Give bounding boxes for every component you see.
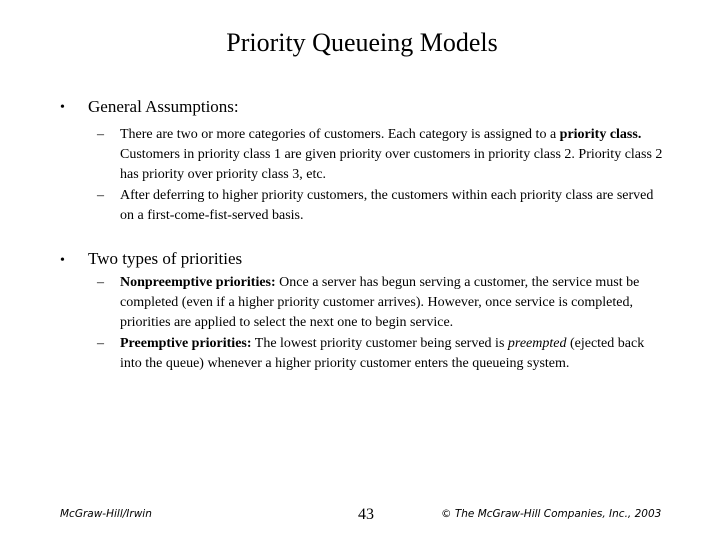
sub-item-text <box>120 186 669 226</box>
footer-publisher: McGraw-Hill/Irwin <box>60 508 152 520</box>
text-run: (ejected back into the queue) whenever a higher priority customer enters the queueing system. <box>120 336 645 371</box>
bold-term: Preemptive priorities: <box>120 336 252 351</box>
page-number: 43 <box>358 506 374 523</box>
slide-title: Priority Queueing Models <box>226 28 498 57</box>
sub-item-nonpreemptive <box>97 273 669 333</box>
text-run: The lowest priority customer being served is <box>251 336 508 351</box>
text-run: After deferring to higher priority customers, the customers within each priority class are served on a first-come-fist-served basis. <box>120 188 654 223</box>
text-run: Once a server has begun serving a customer, the service must be completed (even if a higher priority customer arrives). However, once service is completed, priorities are applied to select the next one to begin service. <box>120 275 640 330</box>
section-heading-priority-types: Two types of priorities <box>88 249 243 268</box>
bold-term: Nonpreemptive priorities: <box>120 275 276 290</box>
sub-item-text <box>120 334 669 374</box>
dash-marker: – <box>97 188 104 203</box>
sub-item-text <box>120 273 669 333</box>
section-heading-assumptions: General Assumptions: <box>88 97 239 116</box>
dash-marker: – <box>97 275 104 290</box>
dash-marker: – <box>97 127 104 142</box>
italic-term: preempted <box>507 336 567 351</box>
sub-item-text <box>120 125 669 185</box>
footer-copyright: © The McGraw-Hill Companies, Inc., 2003 <box>441 508 662 520</box>
bold-term: priority class. <box>559 127 642 142</box>
bullet-marker: • <box>60 253 65 268</box>
text-run: There are two or more categories of customers. Each category is assigned to a <box>120 127 560 142</box>
sub-item-fcfs <box>97 186 669 226</box>
dash-marker: – <box>97 336 104 351</box>
sub-item-categories <box>97 125 669 185</box>
text-run: Customers in priority class 1 are given priority over customers in priority class 2. Priority class 2 has priority over priority class 3, etc. <box>120 147 663 182</box>
sub-item-preemptive <box>97 334 669 374</box>
bullet-marker: • <box>60 100 65 115</box>
